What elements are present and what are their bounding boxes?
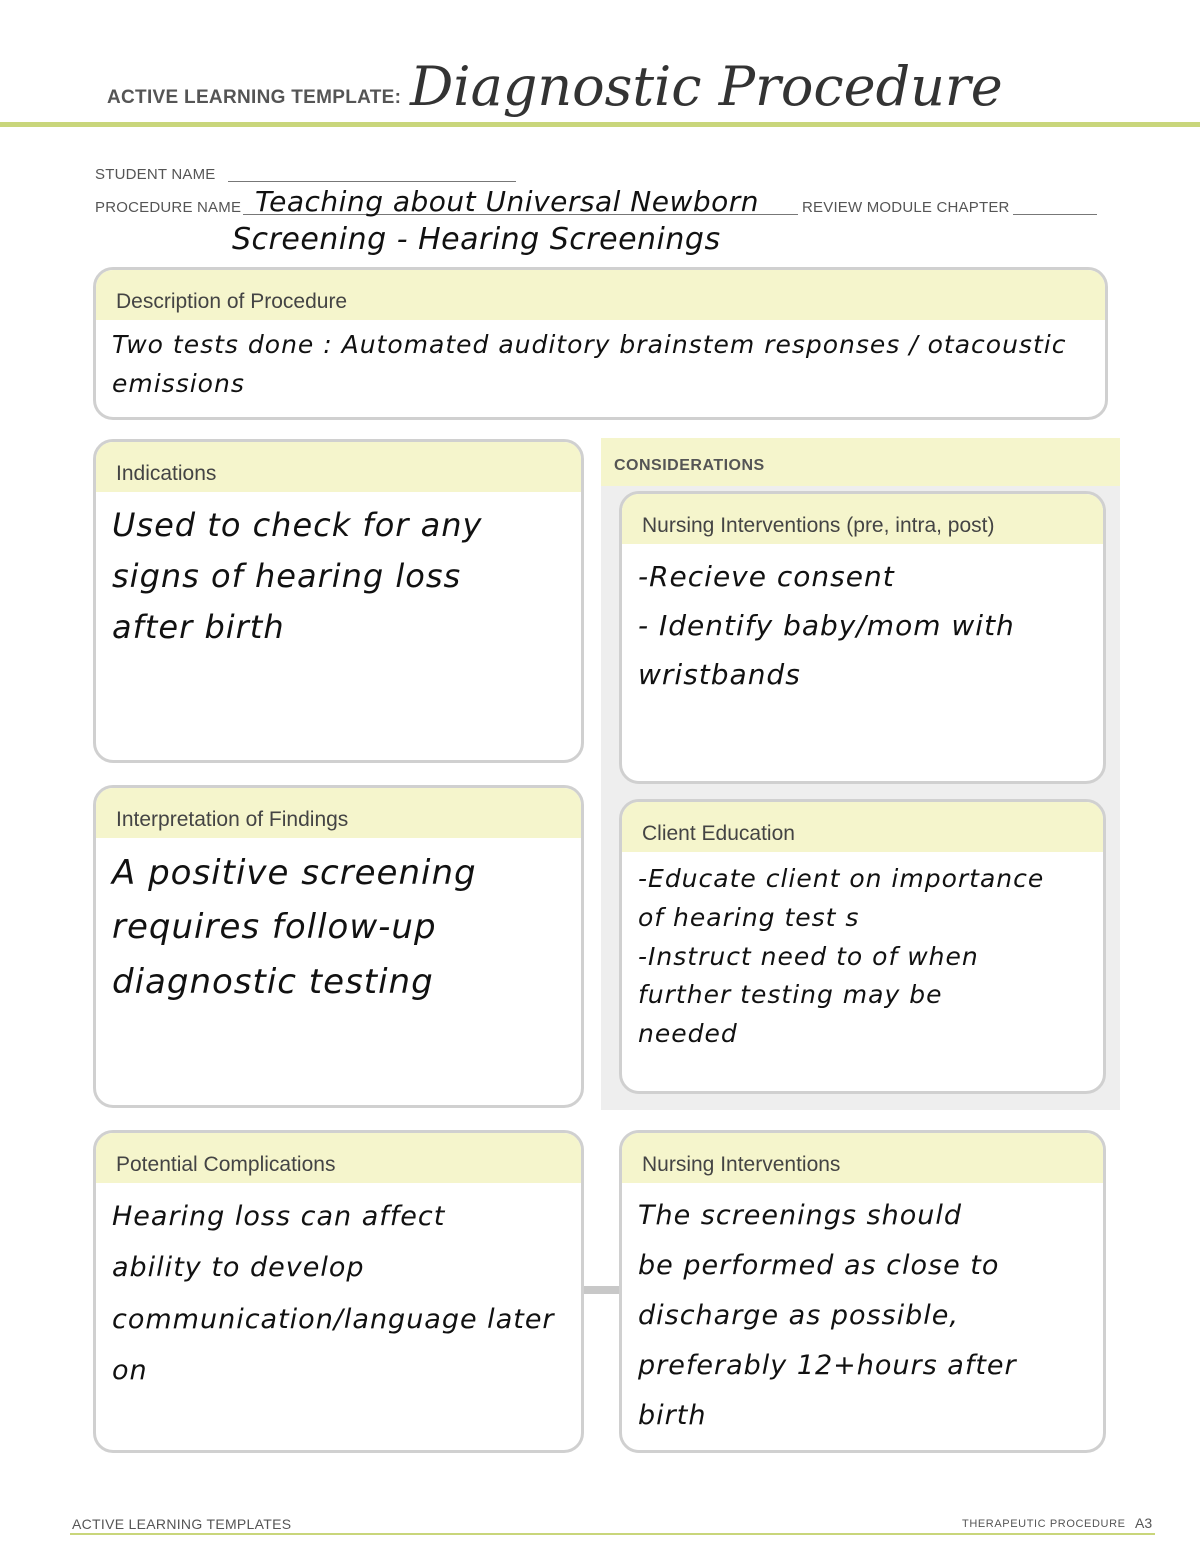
procedure-name-line1: Teaching about Universal Newborn [255, 185, 760, 218]
procedure-name-line2: Screening - Hearing Screenings [232, 222, 721, 257]
review-module-field[interactable] [1013, 214, 1097, 215]
nursing-interventions-pip-box [619, 491, 1106, 784]
description-text[interactable]: Two tests done : Automated auditory brainstem responses / otacoustic emissions [112, 330, 1067, 398]
nursing-interventions-pip-title: Nursing Interventions (pre, intra, post) [622, 494, 1103, 544]
review-module-label: REVIEW MODULE CHAPTER [802, 199, 1010, 216]
nursing-interventions-text[interactable]: The screenings should be performed as close to discharge as possible, preferably 12+hours after birth [638, 1200, 1017, 1431]
client-education-box [619, 799, 1106, 1094]
nursing-interventions-title: Nursing Interventions [622, 1133, 1103, 1183]
header-divider [0, 122, 1200, 127]
box-connector [584, 1286, 620, 1294]
interpretation-box [93, 785, 584, 1108]
nursing-interventions-box [619, 1130, 1106, 1453]
footer-right-label: THERAPEUTIC PROCEDURE [962, 1518, 1126, 1530]
page-number: A3 [1135, 1515, 1153, 1531]
nursing-interventions-pip-text[interactable]: -Recieve consent - Identify baby/mom with wristbands [638, 560, 1015, 691]
procedure-name-label: PROCEDURE NAME [95, 199, 242, 216]
footer-divider [70, 1533, 1155, 1535]
student-name-label: STUDENT NAME [95, 166, 216, 183]
client-education-title: Client Education [622, 802, 1103, 852]
description-title: Description of Procedure [96, 270, 1105, 320]
description-box [93, 267, 1108, 420]
indications-box [93, 439, 584, 763]
indications-text[interactable]: Used to check for any signs of hearing loss after birth [112, 506, 483, 647]
template-prefix: ACTIVE LEARNING TEMPLATE: [107, 87, 402, 108]
complications-text[interactable]: Hearing loss can affect ability to develop communication/language later on [112, 1201, 555, 1386]
page-title: Diagnostic Procedure [410, 55, 1003, 118]
considerations-label: CONSIDERATIONS [614, 457, 765, 474]
client-education-text[interactable]: -Educate client on importance of hearing test s -Instruct need to of when further testing may be needed [638, 864, 1045, 1048]
complications-title: Potential Complications [96, 1133, 581, 1183]
indications-title: Indications [96, 442, 581, 492]
interpretation-text[interactable]: A positive screening requires follow-up diagnostic testing [112, 853, 477, 1002]
interpretation-title: Interpretation of Findings [96, 788, 581, 838]
student-name-field[interactable] [228, 181, 516, 182]
footer-left-label: ACTIVE LEARNING TEMPLATES [72, 1516, 292, 1532]
complications-box [93, 1130, 584, 1453]
